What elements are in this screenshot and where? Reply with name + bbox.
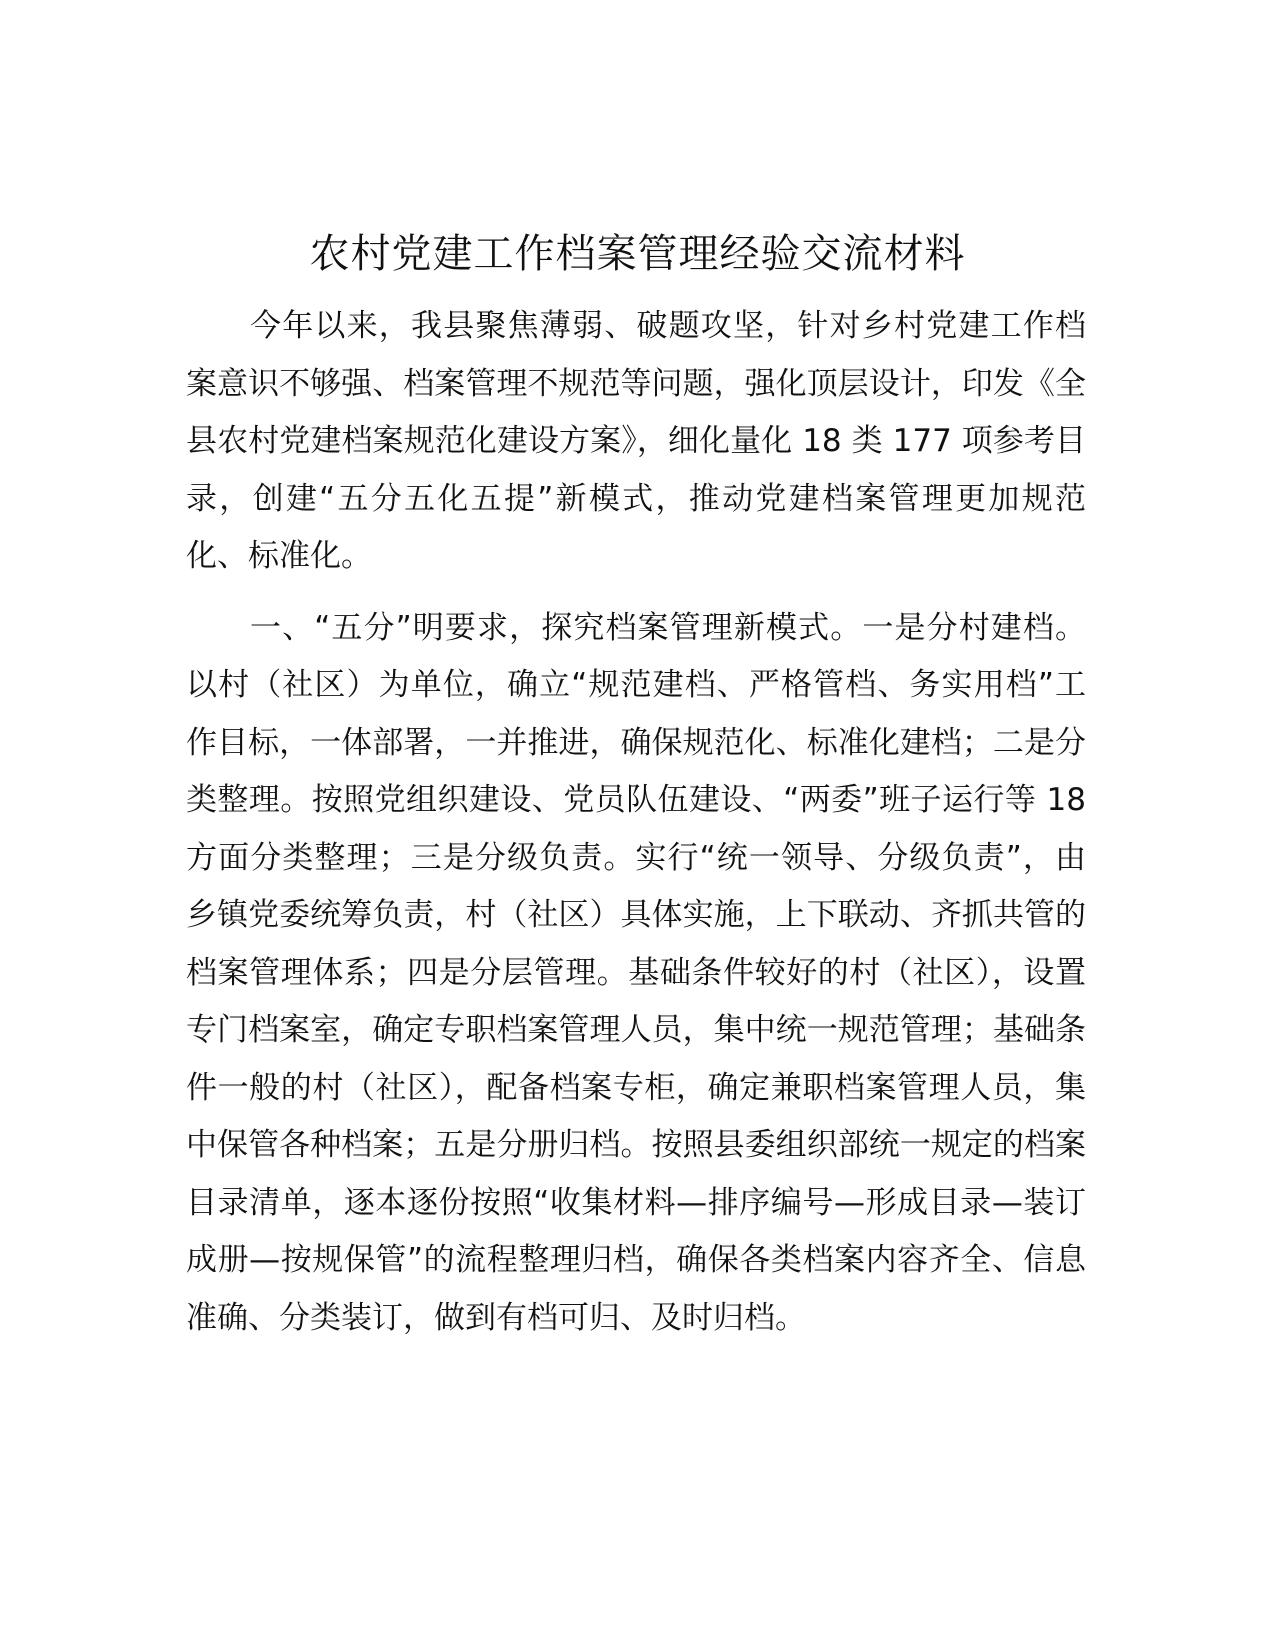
- document-title: 农村党建工作档案管理经验交流材料: [309, 231, 966, 277]
- section-one-paragraph: 一、“五分”明要求，探究档案管理新模式。一是分村建档。以村（社区）为单位，确立“规范建档、严格管档、务实用档”工作目标，一体部署，一并推进，确保规范化、标准化建档；二是分类整理。按照党组织建设、党员队伍建设、“两委”班子运行等 18 方面分类整理；三是分级负责。实行“统一领导、分级负责”，由乡镇党委统筹负责，村（社区）具体实施，上下联动、齐抓共管的档案管理体系；四是分层管理。基础条件较好的村（社区），设置专门档案室，确定专职档案管理人员，集中统一规范管理；基础条件一般的村（社区），配备档案专柜，确定兼职档案管理人员，集中保管各种档案；五是分册归档。按照县委组织部统一规定的档案目录清单，逐本逐份按照“收集材料—排序编号—形成目录—装订成册—按规保管”的流程整理归档，确保各类档案内容齐全、信息准确、分类装订，做到有档可归、及时归档。: [186, 609, 1086, 1336]
- intro-paragraph: 今年以来，我县聚焦薄弱、破题攻坚，针对乡村党建工作档案意识不够强、档案管理不规范等问题，强化顶层设计，印发《全县农村党建档案规范化建设方案》，细化量化 18 类 177 项参考目录，创建“五分五化五提”新模式，推动党建档案管理更加规范化、标准化。: [186, 308, 1086, 574]
- document-body: [186, 298, 1086, 1347]
